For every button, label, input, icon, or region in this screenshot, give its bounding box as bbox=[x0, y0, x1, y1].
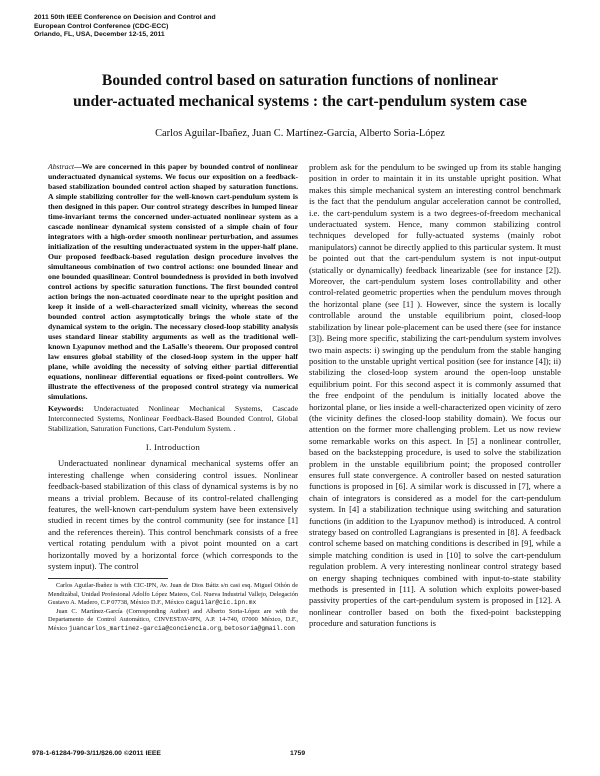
footnote-2-email-2: betosoria@gmail.com bbox=[224, 624, 295, 632]
conference-line: 2011 50th IEEE Conference on Decision and Control and bbox=[34, 14, 216, 21]
author-list: Carlos Aguilar-Ibañez, Juan C. Martínez-García, Alberto Soria-López bbox=[155, 128, 445, 139]
abstract-dash: — bbox=[74, 162, 82, 171]
conference-line: European Control Conference (CDC-ECC) bbox=[34, 22, 169, 30]
footnote-1-text: Carlos Aguilar-Ibañez is with CIC-IPN, Av. Juan de Dios Bátiz s/n casi esq. Miguel Othón de Mendizábal, Unidad Profesional Adolfo López Mateos, Col. Nueva Industrial Vallejo, Delegación Gustavo A. Madero, C.P 07738, México D.F., México bbox=[48, 582, 298, 607]
abstract-text: We are concerned in this paper by bounded control of nonlinear underactuated dynamical systems. We focus our exposition on a feedback-based stabilization bounded control action shaped by saturation functions. A simple stabilizing controller for the well-known cart-pendulum system is then designed in this paper. Our control strategy describes in lumped linear time-invariant terms the concerned under-actuated nonlinear system as a cascade nonlinear dynamical system consisted of a simple chain of four integrators with a high-order smooth nonlinear perturbation, and assumes initialization of the resulting underactuated system in the upper-half plane. Our proposed feedback-based regulation design procedure involves the simultaneous combination of two control actions: one bounded linear and one bounded quasilinear. Control boundedness is provided in both involved control actions by specific saturation functions. The first bounded control action brings the non-actuated coordinate near to the upright position and keep it inside of a well-characterized small vicinity, whereas the second bounded control action asymptotically brings the whole state of the dynamical system to the origin. The necessary closed-loop stability analysis uses standard linear stability arguments as well as the traditional well-known Lyapunov method and the LaSalle's theorem. Our proposed control law ensures global stability of the closed-loop system in the upper half plane, while avoiding the necessity of solving either partial differential equations, nonlinear differential equations or fixed-point controllers. We illustrate the effectiveness of the proposed control strategy via numerical simulations. bbox=[48, 162, 298, 401]
intro-paragraph: Underactuated nonlinear dynamical mechanical systems offer an interesting challenge when considering control issues. Nonlinear feedback-based stabilization of this class of dynamical systems is by no means a trivial problem. Because of its control-related challenging features, the well-known cart-pendulum system have been extensively studied in recent times by the control community (see for instance [1] and the references therein). This control benchmark consists of a free vertical rotating pendulum with a pivot point mounted on a cart horizontally moved by a horizontal force (which corresponds to the system input). The control bbox=[48, 458, 298, 572]
right-column bbox=[309, 162, 561, 630]
conference-line: Orlando, FL, USA, December 12-15, 2011 bbox=[34, 31, 165, 39]
paper-title bbox=[40, 70, 560, 112]
abstract-lead: Abstract bbox=[48, 162, 75, 171]
keywords-label: Keywords: bbox=[48, 404, 84, 413]
section-heading: I. Introduction bbox=[145, 442, 201, 452]
footnote-affiliation-1 bbox=[48, 582, 298, 607]
footnote-affiliation-2: Juan C. Martínez-García (Corresponding Author) and Alberto Soria-López are with the Departamento de Control Automático, CINVESTAV-IPN, A.P. 14-740, 07000 México, D.F., México juancarlos_martinez-garcia@conciencia.org, betosoria@gmail.com bbox=[48, 607, 298, 632]
footnote-1-email: caguilar@cic.ipn.mx bbox=[185, 599, 257, 607]
keywords bbox=[48, 404, 298, 434]
page-number: 1759 bbox=[290, 750, 306, 757]
keywords-text: Underactuated Nonlinear Mechanical Systems, Cascade Interconnected Systems, Nonlinear Feedback-Based Bounded Control, Global Stabilization, Saturation Functions, Cart-Pendulum System. . bbox=[48, 404, 299, 433]
title-line: Bounded control based on saturation functions of nonlinear bbox=[101, 72, 499, 89]
footnote-2-email-1: juancarlos_martinez-garcia@conciencia.org bbox=[68, 624, 222, 632]
intro-continuation: problem ask for the pendulum to be swinged up from its stable hanging position in order to maintain it in its unstable upright position. What makes this simple mechanical system an interesting control benchmark is the fact that the pendulum angular acceleration cannot be controlled, i.e. the cart-pendulum system is a two degrees-of-freedom mechanical underactuated system. Hence, many common stabilizing control techniques developed for fully-actuated systems (mainly robot manipulators) cannot be directly applied to this particular system. It must be pointed out that the cart-pendulum system is not input-output (statically or dynamically) feedback linearizable (see for instance [2]). Moreover, the cart-pendulum system loses controllability and other control-related geometric properties when the pendulum moves through the horizontal plane (see [1] ). However, since the system is locally controllable around the unstable equilibrium point, closed-loop stabilization by linear pole-placement can be used there (see for instance [3]). Being more specific, stabilizing the cart-pendulum system involves two main aspects: i) swinging up the pendulum from the stable hanging position to the unstable upright vertical position (see for instance [4]); ii) stabilizing the closed-loop system around the open-loop unstable equilibrium point. For this second aspect it is commonly assumed that the free endpoint of the pendulum is initially located above the horizontal plane, or lies inside a well-characterized open vicinity of zero (the vicinity defines the closed-loop stability domain). We focus our attention on the former more challenging problem. Let us now review some remarkable works on this aspect. In [5] a nonlinear controller, based on the backstepping procedure, is used to solve the stabilization problem in the unstable equilibrium point; the proposed controller ensures full state convergence. A controller based on nested saturation functions is proposed in [6]. A similar work is discussed in [7], where a chain of integrators is considered as a model for the cart-pendulum system. In [4] a stabilization technique using switching and saturation functions (in addition to the Lyapunov method) is introduced. A control strategy based on controlled Lagrangians is presented in [8]. A feedback control scheme based on matching conditions is described in [9], while a simple matching condition is used in [10] to solve the cart-pendulum regulation problem. A very interesting nonlinear control strategy based on energy shaping techniques combined with input-to-state stability methods is presented in [11]. A solution which exploits power-based passivity properties of the cart-pendulum system is proposed in [12]. A nonlinear controller based on both the fixed-point backstepping procedure and saturation functions is bbox=[309, 162, 561, 629]
abstract bbox=[48, 162, 298, 402]
footnotes bbox=[48, 582, 298, 632]
footnote-rule bbox=[48, 578, 168, 579]
footnote-2-text: Juan C. Martínez-García (Corresponding Author) and Alberto Soria-López are with the Departamento de Control Automático, CINVESTAV-IPN, A.P. 14-740, 07000 México, D.F., México bbox=[48, 607, 298, 632]
left-column bbox=[48, 162, 298, 633]
title-line: under-actuated mechanical systems : the cart-pendulum system case bbox=[73, 93, 527, 110]
conference-header bbox=[34, 14, 274, 40]
isbn-footer: 978-1-61284-799-3/11/$26.00 ©2011 IEEE bbox=[32, 750, 161, 757]
